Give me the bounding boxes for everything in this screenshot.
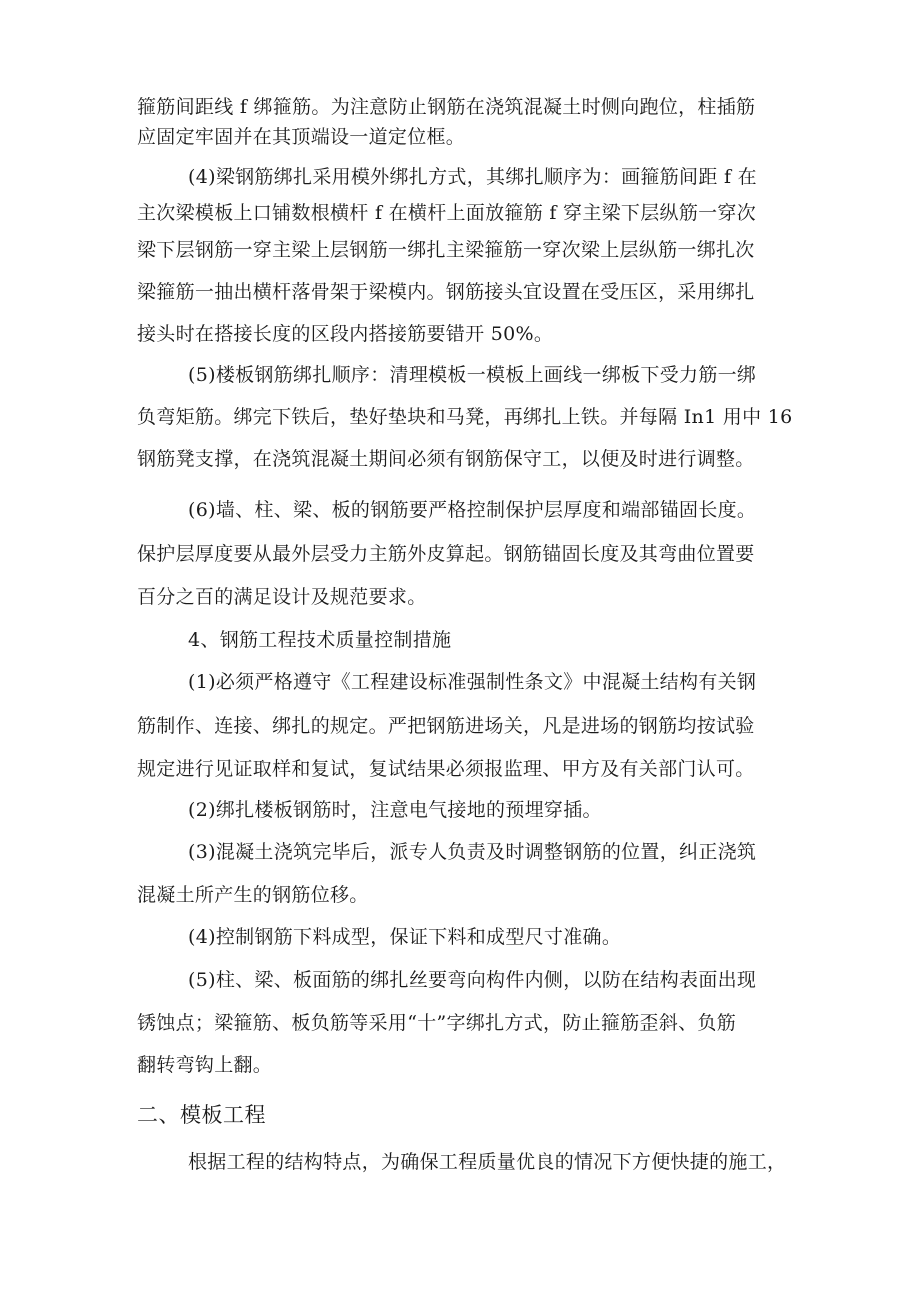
paragraph-line: 箍筋间距线 f 绑箍筋。为注意防止钢筋在浇筑混凝土时侧向跑位，柱插筋 bbox=[137, 96, 756, 118]
paragraph-line: 应固定牢固并在其顶端设一道定位框。 bbox=[137, 126, 466, 148]
paragraph-line: 规定进行见证取样和复试，复试结果必须报监理、甲方及有关部门认可。 bbox=[137, 758, 755, 780]
paragraph-line: (6)墙、柱、梁、板的钢筋要严格控制保护层厚度和端部锚固长度。 bbox=[188, 499, 757, 521]
paragraph-line: 根据工程的结构特点，为确保工程质量优良的情况下方便快捷的施工， bbox=[188, 1151, 787, 1173]
paragraph-line: 主次梁模板上口铺数根横杆 f 在横杆上面放箍筋 f 穿主梁下层纵筋一穿次 bbox=[137, 202, 757, 224]
paragraph-line: (5)柱、梁、板面筋的绑扎丝要弯向构件内侧，以防在结构表面出现 bbox=[188, 969, 757, 991]
paragraph-line: 钢筋凳支撑，在浇筑混凝土期间必须有钢筋保守工，以便及时进行调整。 bbox=[137, 448, 755, 470]
paragraph-line: 梁箍筋一抽出横杆落骨架于梁模内。钢筋接头宜设置在受压区，采用绑扎 bbox=[137, 281, 755, 303]
paragraph-line: 接头时在搭接长度的区段内搭接筋要错开 50%。 bbox=[137, 323, 554, 345]
paragraph-line: (4)梁钢筋绑扎采用模外绑扎方式，其绑扎顺序为：画箍筋间距 f 在 bbox=[188, 166, 757, 188]
paragraph-line: 保护层厚度要从最外层受力主筋外皮算起。钢筋锚固长度及其弯曲位置要 bbox=[137, 543, 755, 565]
paragraph-line: 混凝土所产生的钢筋位移。 bbox=[137, 884, 369, 906]
section-heading: 二、模板工程 bbox=[137, 1103, 266, 1127]
subsection-heading: 4、钢筋工程技术质量控制措施 bbox=[188, 629, 452, 651]
paragraph-line: 负弯矩筋。绑完下铁后，垫好垫块和马凳，再绑扎上铁。并每隔 In1 用中 16 bbox=[137, 406, 793, 428]
paragraph-line: 锈蚀点；梁箍筋、板负筋等采用“十”字绑扎方式，防止箍筋歪斜、负筋 bbox=[137, 1012, 737, 1034]
paragraph-line: (3)混凝土浇筑完毕后，派专人负责及时调整钢筋的位置，纠正浇筑 bbox=[188, 841, 757, 863]
paragraph-line: 梁下层钢筋一穿主梁上层钢筋一绑扎主梁箍筋一穿次梁上层纵筋一绑扎次 bbox=[137, 239, 755, 261]
paragraph-line: (4)控制钢筋下料成型，保证下料和成型尺寸准确。 bbox=[188, 926, 622, 948]
paragraph-line: (5)楼板钢筋绑扎顺序：清理模板一模板上画线一绑板下受力筋一绑 bbox=[188, 364, 757, 386]
paragraph-line: 翻转弯钩上翻。 bbox=[137, 1054, 273, 1076]
paragraph-line: 百分之百的满足设计及规范要求。 bbox=[137, 586, 427, 608]
paragraph-line: (2)绑扎楼板钢筋时，注意电气接地的预埋穿插。 bbox=[188, 799, 602, 821]
paragraph-line: (1)必须严格遵守《工程建设标准强制性条文》中混凝土结构有关钢 bbox=[188, 671, 757, 693]
paragraph-line: 筋制作、连接、绑扎的规定。严把钢筋进场关，凡是进场的钢筋均按试验 bbox=[137, 715, 755, 737]
